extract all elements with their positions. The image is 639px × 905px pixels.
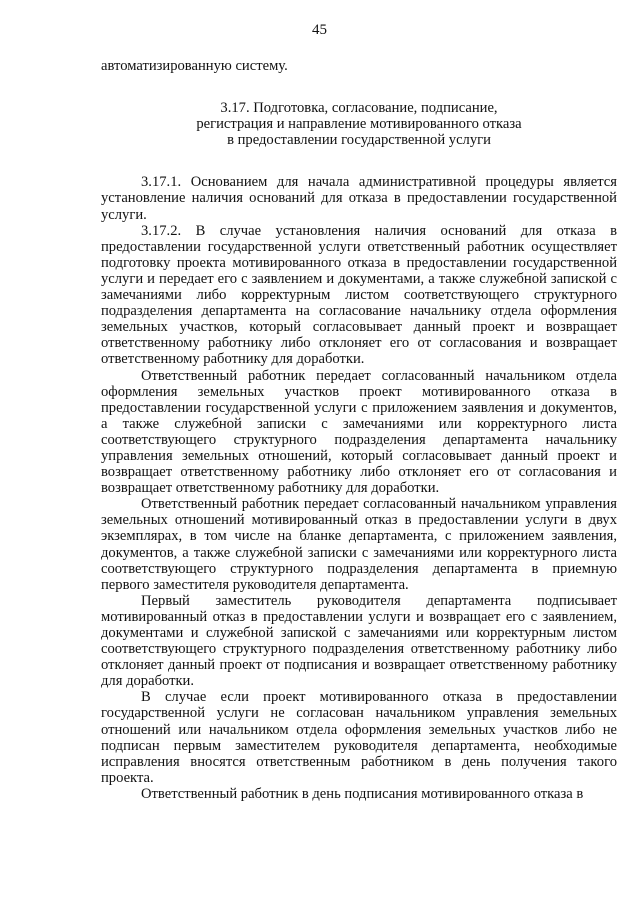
section-heading-line: регистрация и направление мотивированного отказа <box>196 116 522 133</box>
paragraph-3-17-1: 3.17.1. Основанием для начала административной процедуры является установление наличия оснований для отказа в предоставлении государственной услуги. <box>101 174 617 223</box>
section-heading-line: 3.17. Подготовка, согласование, подписание, <box>220 100 498 117</box>
paragraph: Ответственный работник передает согласованный начальником управления земельных отношений мотивированный отказ в предоставлении услуги в двух экземплярах, в том числе на бланке департамента, с приложением заявления, документов, а также служебной записки с замечаниями или корректурного листа соответствующего структурного подразделения департамента в приемную первого заместителя руководителя департамента. <box>101 496 617 593</box>
paragraph: В случае если проект мотивированного отказа в предоставлении государственной услуги не согласован начальником управления земельных отношений или начальником отдела оформления земельных участков либо не подписан первым заместителем руководителя департамента, необходимые исправления вносятся ответственным работником в день получения такого проекта. <box>101 689 617 786</box>
paragraph-3-17-2: 3.17.2. В случае установления наличия оснований для отказа в предоставлении государственной услуги ответственный работник осуществляет подготовку проекта мотивированного отказа в предоставлении государственной услуги и передает его с заявлением и документами, а также служебной запиской с замечаниями либо корректурным листом соответствующего структурного подразделения департамента на согласование начальнику отдела оформления земельных участков, который согласовывает данный проект и возвращает ответственному работнику либо отклоняет его от согласования и возвращает ответственному работнику для доработки. <box>101 222 617 368</box>
section-heading <box>101 100 617 148</box>
paragraph-continued: Ответственный работник в день подписания мотивированного отказа в <box>141 785 584 802</box>
paragraph: Первый заместитель руководителя департамента подписывает мотивированный отказ в предоставлении услуги и возвращает его с заявлением, документами и служебной запиской с замечаниями или корректурным листом соответствующего структурного подразделения ответственному работнику либо отклоняет данный проект от подписания и возвращает ответственному работнику для доработки. <box>101 592 617 690</box>
document-body <box>101 58 617 802</box>
section-heading-line: в предоставлении государственной услуги <box>227 132 491 149</box>
paragraph: Ответственный работник передает согласованный начальником отдела оформления земельных участков проект мотивированного отказа в предоставлении государственной услуги с приложением заявления и документов, а также служебной записки с замечаниями или корректурного листа соответствующего структурного подразделения департамента начальнику управления земельных отношений, который согласовывает данный проект и возвращает ответственному работнику либо отклоняет его от согласования и возвращает ответственному работнику для доработки. <box>101 367 617 497</box>
lead-line: автоматизированную систему. <box>101 58 288 74</box>
page-number: 45 <box>312 22 327 38</box>
